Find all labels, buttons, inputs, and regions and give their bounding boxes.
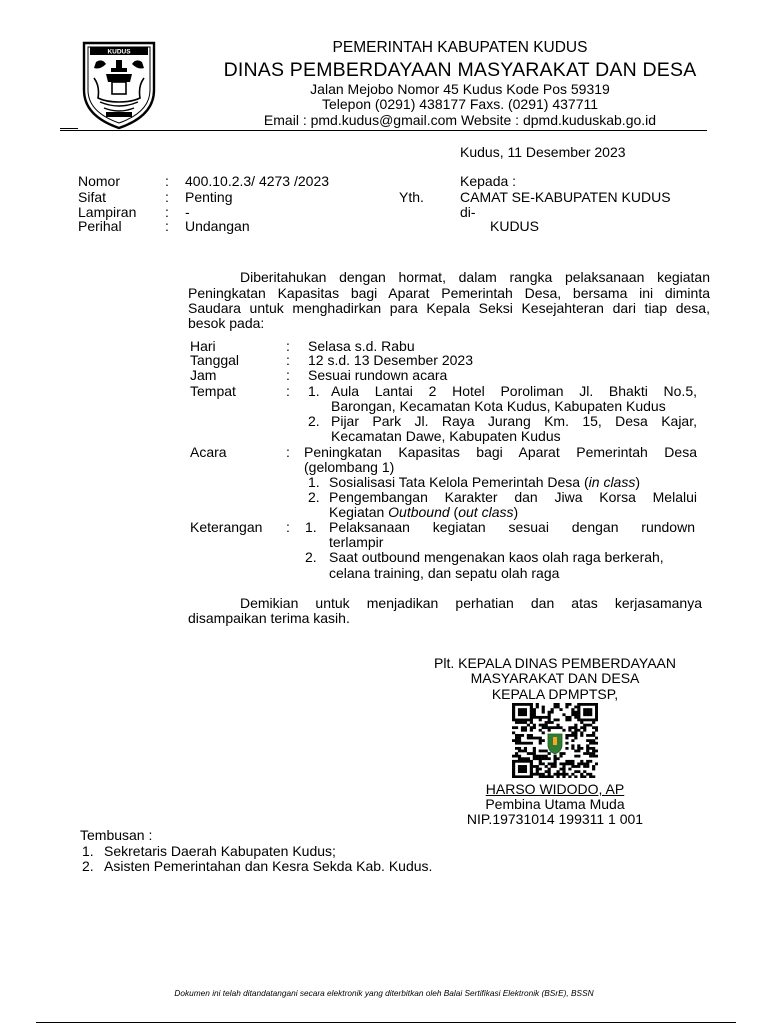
acara-2-num: 2.: [308, 489, 320, 505]
intro-line-2: Peningkatan Kapasitas bagi Aparat Pemerintah Desa, bersama ini diminta: [188, 285, 710, 301]
footer-divider: [36, 1022, 736, 1023]
acara-1-num: 1.: [308, 474, 320, 490]
perihal-colon: :: [165, 218, 169, 234]
intro-line-1: Diberitahukan dengan hormat, dalam rangka pelaksanaan kegiatan: [240, 269, 710, 285]
yth-label: Yth.: [399, 189, 424, 205]
tanggal-label: Tanggal: [190, 352, 240, 368]
footer-esign-note: Dokumen ini telah ditandatangani secara elektronik yang diterbitkan oleh Balai Sertifikasi Elektronik (BSrE), BSSN: [174, 988, 594, 998]
perihal-value: Undangan: [185, 218, 250, 234]
jam-label: Jam: [190, 367, 217, 383]
logo-label: KUDUS: [107, 48, 131, 56]
lampiran-label: Lampiran: [78, 204, 137, 220]
kop-divider-accent: [60, 128, 78, 129]
ket-1-line-1: Pelaksanaan kegiatan sesuai dengan rundown: [329, 519, 695, 535]
ket-1-line-2: terlampir: [329, 534, 384, 550]
tempat-2-num: 2.: [308, 413, 320, 429]
tempat-2-line-2: Kecamatan Dawe, Kabupaten Kudus: [331, 428, 561, 444]
signature-title-2: MASYARAKAT DAN DESA: [470, 670, 640, 686]
kop-line-2: DINAS PEMBERDAYAAN MASYARAKAT DAN DESA: [223, 59, 697, 81]
sifat-colon: :: [165, 189, 169, 205]
qr-code-signature: [512, 703, 598, 778]
sifat-label: Sifat: [78, 189, 107, 205]
tempat-1-line-1: Aula Lantai 2 Hotel Poroliman Jl. Bhakti No.5,: [331, 383, 697, 399]
tempat-1-line-2: Barongan, Kecamatan Kota Kudus, Kabupaten Kudus: [331, 398, 666, 414]
kop-line-5: Email : pmd.kudus@gmail.com Website : dpmd.kuduskab.go.id: [263, 112, 657, 128]
acara-line-2: (gelombang 1): [304, 459, 395, 475]
tempat-label: Tempat: [190, 383, 236, 399]
tembusan-2: Asisten Pemerintahan dan Kesra Sekda Kab. Kudus.: [104, 858, 433, 874]
tempat-1-num: 1.: [308, 383, 320, 399]
ket-2-num: 2.: [305, 549, 317, 565]
coat-of-arms-logo: [80, 40, 158, 130]
signatory-nip: NIP.19731014 199311 1 001: [466, 811, 644, 827]
recipient-di: di-: [460, 204, 476, 220]
keterangan-label: Keterangan: [190, 519, 263, 535]
hari-colon: :: [286, 338, 290, 354]
sifat-value: Penting: [185, 189, 233, 205]
ket-1-num: 1.: [305, 519, 317, 535]
intro-line-3: Saudara untuk menghadirkan para Kepala Seksi Kesejahteran dari tiap desa,: [188, 300, 710, 316]
lampiran-colon: :: [165, 204, 169, 220]
tembusan-title: Tembusan :: [80, 827, 153, 843]
ket-2-line-1: Saat outbound mengenakan kaos olah raga berkerah,: [329, 549, 664, 565]
tanggal-value: 12 s.d. 13 Desember 2023: [308, 352, 473, 368]
kop-line-1: PEMERINTAH KABUPATEN KUDUS: [332, 39, 588, 56]
perihal-label: Perihal: [78, 218, 122, 234]
acara-2-line-2: Kegiatan Outbound (out class): [329, 504, 519, 520]
closing-line-2: disampaikan terima kasih.: [188, 610, 350, 626]
signature-title-1: Plt. KEPALA DINAS PEMBERDAYAAN: [434, 655, 676, 671]
tempat-colon: :: [286, 383, 290, 399]
jam-colon: :: [286, 367, 290, 383]
acara-2-line-1: Pengembangan Karakter dan Jiwa Korsa Melalui: [329, 489, 697, 505]
kop-line-4: Telepon (0291) 438177 Faxs. (0291) 437711: [321, 96, 599, 112]
recipient-name: CAMAT SE-KABUPATEN KUDUS: [460, 189, 671, 205]
closing-line-1: Demikian untuk menjadikan perhatian dan atas kerjasamanya: [240, 595, 702, 611]
kepada-label: Kepada :: [460, 173, 517, 189]
signatory-rank: Pembina Utama Muda: [485, 796, 625, 812]
kop-line-3: Jalan Mejobo Nomor 45 Kudus Kode Pos 59319: [310, 81, 610, 97]
tempat-2-line-1: Pijar Park Jl. Raya Jurang Km. 15, Desa Kajar,: [331, 413, 697, 429]
hari-value: Selasa s.d. Rabu: [308, 338, 415, 354]
recipient-city: KUDUS: [490, 218, 540, 234]
signature-title-3: KEPALA DPMPTSP,: [491, 686, 619, 702]
acara-label: Acara: [190, 444, 227, 460]
tembusan-1-num: 1.: [82, 843, 94, 859]
place-date: Kudus, 11 Desember 2023: [460, 144, 626, 160]
acara-1-text: Sosialisasi Tata Kelola Pemerintah Desa (in class): [329, 474, 641, 490]
kop-divider: [60, 130, 707, 131]
acara-colon: :: [286, 444, 290, 460]
acara-line-1: Peningkatan Kapasitas bagi Aparat Pemerintah Desa: [304, 444, 697, 460]
nomor-label: Nomor: [78, 173, 121, 189]
tembusan-1: Sekretaris Daerah Kabupaten Kudus;: [104, 843, 336, 859]
keterangan-colon: :: [286, 519, 290, 535]
lampiran-value: -: [185, 204, 190, 220]
ket-2-line-2: celana training, dan sepatu olah raga: [329, 565, 560, 581]
intro-line-4: besok pada:: [188, 315, 265, 331]
tembusan-2-num: 2.: [82, 858, 94, 874]
jam-value: Sesuai rundown acara: [308, 367, 448, 383]
signatory-name: HARSO WIDODO, AP: [485, 781, 625, 797]
hari-label: Hari: [190, 338, 216, 354]
nomor-colon: :: [165, 173, 169, 189]
tanggal-colon: :: [286, 352, 290, 368]
nomor-value: 400.10.2.3/ 4273 /2023: [185, 173, 330, 189]
